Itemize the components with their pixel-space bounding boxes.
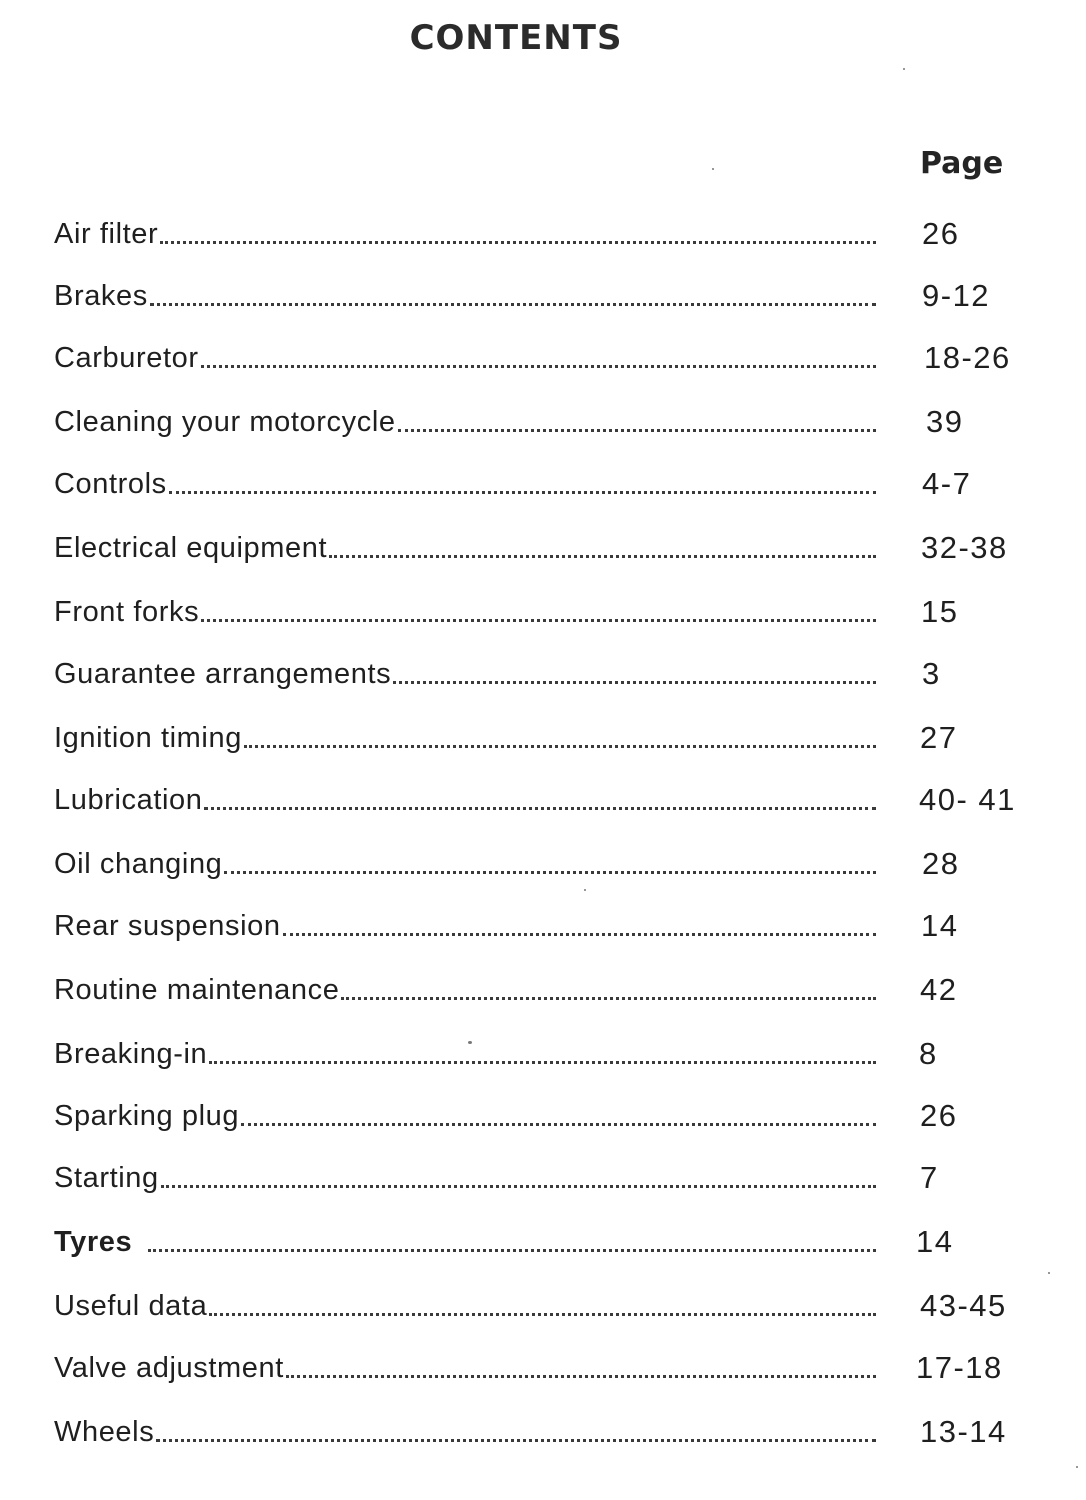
toc-entry-page: 9-12 [922,278,991,313]
toc-entry [54,778,1034,818]
toc-entry-page: 28 [922,846,960,881]
toc-entry-page: 42 [920,972,958,1007]
dot-leader [148,1249,876,1252]
toc-entry-page: 7 [920,1160,939,1195]
dot-leader [398,429,876,432]
dot-leader [201,365,876,368]
dot-leader [161,1185,876,1188]
dot-leader [209,1061,876,1064]
toc-entry [54,1284,1034,1324]
scan-speck [468,1041,472,1044]
scan-speck [903,68,905,70]
page-column-header: Page [920,146,1004,181]
toc-entry-page: 32-38 [921,530,1008,565]
dot-leader [160,241,876,244]
toc-entry-label: Valve adjustment [54,1352,284,1384]
toc-entry [54,1032,1034,1072]
toc-entry [54,968,1034,1008]
toc-entry [54,462,1034,502]
dot-leader [201,619,876,622]
toc-entry [54,212,1034,252]
toc-entry [54,1094,1034,1134]
toc-entry-label: Tyres [54,1226,133,1258]
dot-leader [329,555,876,558]
dot-leader [241,1123,876,1126]
scan-speck [1076,1466,1078,1468]
scan-speck [1048,1272,1050,1274]
dot-leader [393,681,876,684]
toc-entry-label: Air filter [54,218,159,250]
toc-entry [54,274,1034,314]
toc-entry-page: 13-14 [920,1414,1007,1449]
dot-leader [224,871,876,874]
toc-entry-label: Lubrication [54,784,203,816]
dot-leader [283,933,876,936]
toc-entry-label: Routine maintenance [54,974,340,1006]
page-title: CONTENTS [409,18,623,58]
dot-leader [150,303,876,306]
toc-entry [54,716,1034,756]
dot-leader [204,807,876,810]
toc-entry-label: Ignition timing [54,722,242,754]
dot-leader [209,1313,876,1316]
dot-leader [286,1375,876,1378]
toc-entry-label: Electrical equipment [54,532,328,564]
toc-entry-page: 18-26 [924,340,1011,375]
toc-entry-page: 17-18 [916,1350,1003,1385]
toc-entry-label: Oil changing [54,848,223,880]
toc-entry [54,842,1034,882]
toc-entry-label: Cleaning your motorcycle [54,406,396,438]
toc-entry [54,652,1034,692]
scan-speck [584,889,586,891]
toc-entry [54,336,1034,376]
toc-entry-page: 27 [920,720,958,755]
toc-entry-label: Controls [54,468,167,500]
toc-entry [54,1220,1034,1260]
toc-entry [54,904,1034,944]
dot-leader [156,1439,876,1442]
toc-entry-label: Useful data [54,1290,208,1322]
toc-entry-label: Wheels [54,1416,155,1448]
toc-entry-label: Brakes [54,280,148,312]
toc-entry-page: 14 [916,1224,954,1259]
toc-entry [54,526,1034,566]
toc-entry-page: 15 [921,594,959,629]
toc-entry-page: 4-7 [922,466,972,501]
toc-entry-page: 26 [920,1098,958,1133]
toc-entry-page: 26 [922,216,960,251]
toc-entry-page: 14 [921,908,959,943]
scan-speck [712,168,714,170]
toc-entry-page: 43-45 [920,1288,1007,1323]
toc-entry-page: 39 [926,404,964,439]
toc-entry [54,1156,1034,1196]
toc-entry-label: Carburetor [54,342,199,374]
toc-entry-label: Front forks [54,596,200,628]
toc-entry-label: Starting [54,1162,159,1194]
dot-leader [341,997,876,1000]
toc-entry-label: Breaking-in [54,1038,208,1070]
toc-entry-label: Guarantee arrangements [54,658,392,690]
toc-entry-label: Rear suspension [54,910,281,942]
toc-entry-page: 8 [919,1036,938,1071]
toc-entry [54,590,1034,630]
toc-entry-page: 3 [922,656,941,691]
dot-leader [169,491,876,494]
toc-entry [54,400,1034,440]
dot-leader [244,745,876,748]
toc-entry-page: 40- 41 [919,782,1016,817]
toc-entry [54,1346,1034,1386]
toc-entry-label: Sparking plug [54,1100,240,1132]
toc-entry [54,1410,1034,1450]
